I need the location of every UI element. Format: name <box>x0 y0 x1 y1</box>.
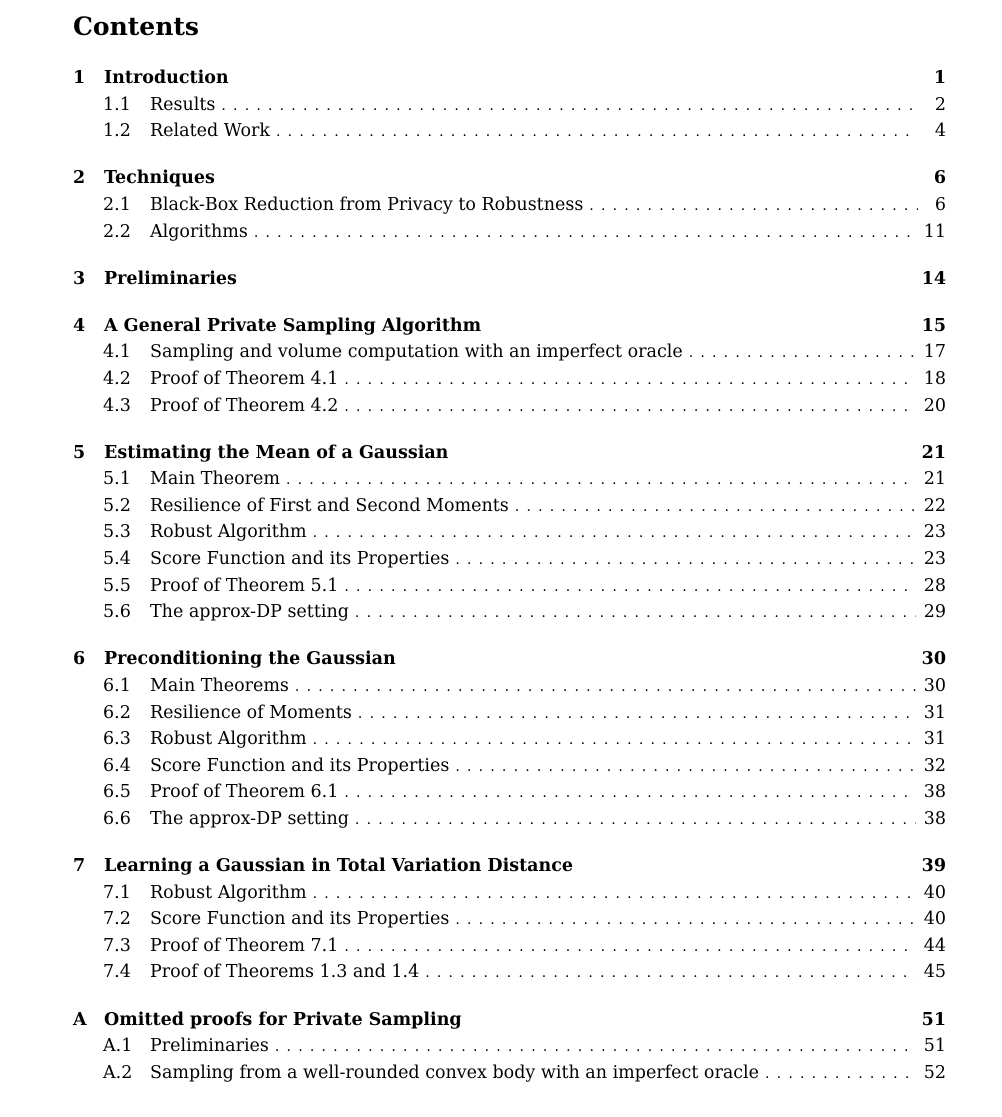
subsection-page-number: 30 <box>923 675 946 696</box>
subsection-title: Main Theorems <box>150 675 289 696</box>
toc-subsection[interactable] <box>103 339 946 365</box>
toc-section[interactable] <box>73 313 946 339</box>
subsection-number: 1.2 <box>103 121 131 142</box>
subsection-number: 5.5 <box>103 575 131 596</box>
subsection-number: A.2 <box>103 1062 133 1083</box>
subsection-title: Score Function and its Properties <box>150 755 450 776</box>
toc-subsection[interactable] <box>103 906 946 932</box>
dot-leader <box>455 547 915 573</box>
subsection-number: 5.2 <box>103 495 131 516</box>
dot-leader <box>455 907 915 933</box>
toc-subsection[interactable] <box>103 546 946 572</box>
subsection-page-number: 40 <box>923 882 946 903</box>
dot-leader <box>313 727 916 753</box>
toc-subsection[interactable] <box>103 726 946 752</box>
subsection-page-number: 44 <box>923 935 946 956</box>
toc-subsection[interactable] <box>103 1060 946 1086</box>
subsection-title: Algorithms <box>150 221 248 242</box>
dot-leader <box>344 394 915 420</box>
dot-leader <box>589 193 918 219</box>
subsection-number: 5.6 <box>103 602 131 623</box>
toc-subsection[interactable] <box>103 118 946 144</box>
subsection-title: Sampling and volume computation with an imperfect oracle <box>150 342 683 363</box>
section-page-number: 14 <box>921 268 946 289</box>
toc-subsection[interactable] <box>103 493 946 519</box>
subsection-title: Score Function and its Properties <box>150 549 450 569</box>
toc-subsection[interactable] <box>103 599 946 625</box>
subsection-title: Main Theorem <box>150 469 280 490</box>
subsection-title: Proof of Theorem 7.1 <box>150 935 339 956</box>
subsection-number: 6.2 <box>103 702 131 723</box>
toc-section[interactable] <box>73 853 946 879</box>
toc-section[interactable] <box>73 266 946 292</box>
subsection-number: 5.3 <box>103 522 131 543</box>
subsection-page-number: 23 <box>923 549 946 569</box>
section-page-number: 1 <box>933 68 946 88</box>
dot-leader <box>344 780 915 806</box>
subsection-page-number: 11 <box>923 221 946 242</box>
subsection-title: Related Work <box>150 121 271 142</box>
dot-leader <box>425 960 916 986</box>
subsection-title: Sampling from a well-rounded convex body with an imperfect oracle <box>150 1062 760 1083</box>
subsection-number: 4.2 <box>103 368 131 389</box>
section-title: Techniques <box>104 168 215 189</box>
subsection-page-number: 31 <box>923 729 946 750</box>
section-title: A General Private Sampling Algorithm <box>104 315 482 336</box>
subsection-title: Proof of Theorems 1.3 and 1.4 <box>150 962 420 983</box>
dot-leader <box>515 494 916 520</box>
subsection-page-number: 28 <box>923 575 946 596</box>
subsection-number: 6.1 <box>103 675 131 696</box>
dot-leader <box>295 674 916 700</box>
dot-leader <box>313 520 916 546</box>
subsection-title: Proof of Theorem 5.1 <box>150 575 339 596</box>
section-number: 4 <box>73 315 86 336</box>
subsection-title: Robust Algorithm <box>150 522 307 543</box>
toc-subsection[interactable] <box>103 959 946 985</box>
dot-leader <box>275 1034 916 1060</box>
subsection-title: Robust Algorithm <box>150 729 307 750</box>
subsection-page-number: 17 <box>923 342 946 363</box>
subsection-title: Results <box>150 94 216 115</box>
toc-section[interactable] <box>73 165 946 191</box>
subsection-number: 7.1 <box>103 882 131 903</box>
toc-section[interactable] <box>73 440 946 466</box>
subsection-title: Black-Box Reduction from Privacy to Robustness <box>150 194 584 215</box>
subsection-number: 2.2 <box>103 221 131 242</box>
subsection-number: 4.3 <box>103 395 131 416</box>
section-page-number: 21 <box>921 442 946 463</box>
toc-subsection[interactable] <box>103 673 946 699</box>
subsection-title: Preliminaries <box>150 1036 269 1057</box>
subsection-title: Score Function and its Properties <box>150 909 450 930</box>
toc-subsection[interactable] <box>103 466 946 492</box>
subsection-title: Resilience of First and Second Moments <box>150 495 509 516</box>
subsection-page-number: 2 <box>934 94 946 115</box>
subsection-page-number: 38 <box>923 808 946 829</box>
subsection-title: Proof of Theorem 4.1 <box>150 368 339 389</box>
contents-heading: Contents <box>73 12 200 41</box>
subsection-page-number: 20 <box>923 395 946 416</box>
subsection-number: 1.1 <box>103 94 131 115</box>
dot-leader <box>355 600 916 626</box>
subsection-title: Proof of Theorem 4.2 <box>150 395 339 416</box>
subsection-title: The approx-DP setting <box>150 808 349 829</box>
subsection-page-number: 31 <box>923 702 946 723</box>
subsection-page-number: 23 <box>923 522 946 543</box>
subsection-page-number: 21 <box>923 469 946 490</box>
toc-section[interactable] <box>73 1007 946 1033</box>
subsection-number: 6.5 <box>103 782 131 803</box>
subsection-page-number: 51 <box>923 1036 946 1057</box>
section-number: 6 <box>73 649 86 670</box>
subsection-page-number: 18 <box>923 368 946 389</box>
toc-section[interactable] <box>73 65 946 91</box>
section-number: 7 <box>73 856 86 876</box>
subsection-number: 6.4 <box>103 755 131 776</box>
toc-subsection[interactable] <box>103 1033 946 1059</box>
section-page-number: 51 <box>921 1009 946 1030</box>
subsection-number: A.1 <box>103 1036 133 1057</box>
subsection-page-number: 29 <box>923 602 946 623</box>
dot-leader <box>344 934 915 960</box>
subsection-number: 2.1 <box>103 194 131 215</box>
section-page-number: 39 <box>921 856 946 876</box>
subsection-title: Robust Algorithm <box>150 882 307 903</box>
subsection-number: 6.3 <box>103 729 131 750</box>
toc-subsection[interactable] <box>103 806 946 832</box>
subsection-title: The approx-DP setting <box>150 602 349 623</box>
section-number: A <box>73 1009 87 1030</box>
section-title: Estimating the Mean of a Gaussian <box>104 442 449 463</box>
toc-subsection[interactable] <box>103 519 946 545</box>
dot-leader <box>254 220 916 246</box>
subsection-number: 7.3 <box>103 935 131 956</box>
dot-leader <box>221 93 918 119</box>
subsection-title: Resilience of Moments <box>150 702 352 723</box>
toc-subsection[interactable] <box>103 573 946 599</box>
subsection-number: 4.1 <box>103 342 131 363</box>
section-page-number: 15 <box>921 315 946 336</box>
dot-leader <box>344 574 915 600</box>
dot-leader <box>765 1061 916 1087</box>
subsection-title: Proof of Theorem 6.1 <box>150 782 339 803</box>
toc-subsection[interactable] <box>103 700 946 726</box>
subsection-page-number: 6 <box>934 194 946 215</box>
dot-leader <box>689 340 916 366</box>
toc-section[interactable] <box>73 646 946 672</box>
section-title: Introduction <box>104 68 229 88</box>
subsection-number: 5.1 <box>103 469 131 490</box>
subsection-page-number: 32 <box>923 755 946 776</box>
subsection-page-number: 40 <box>923 909 946 930</box>
section-title: Preliminaries <box>104 268 237 289</box>
section-title: Omitted proofs for Private Sampling <box>104 1009 462 1030</box>
toc-subsection[interactable] <box>103 92 946 118</box>
subsection-number: 6.6 <box>103 808 131 829</box>
toc-subsection[interactable] <box>103 933 946 959</box>
section-title: Learning a Gaussian in Total Variation Distance <box>104 856 574 876</box>
dot-leader <box>355 807 916 833</box>
subsection-page-number: 4 <box>934 121 946 142</box>
toc-subsection[interactable] <box>103 192 946 218</box>
section-page-number: 6 <box>933 168 946 189</box>
subsection-number: 5.4 <box>103 549 131 569</box>
subsection-page-number: 38 <box>923 782 946 803</box>
subsection-page-number: 45 <box>923 962 946 983</box>
toc-subsection[interactable] <box>103 779 946 805</box>
dot-leader <box>358 701 916 727</box>
dot-leader <box>313 881 916 907</box>
subsection-number: 7.2 <box>103 909 131 930</box>
section-number: 3 <box>73 268 86 289</box>
subsection-page-number: 22 <box>923 495 946 516</box>
section-title: Preconditioning the Gaussian <box>104 649 396 670</box>
dot-leader <box>455 754 915 780</box>
toc-subsection[interactable] <box>103 366 946 392</box>
section-number: 1 <box>73 68 86 88</box>
section-page-number: 30 <box>921 649 946 670</box>
toc-subsection[interactable] <box>103 393 946 419</box>
toc-subsection[interactable] <box>103 880 946 906</box>
subsection-page-number: 52 <box>923 1062 946 1083</box>
toc-subsection[interactable] <box>103 753 946 779</box>
section-number: 5 <box>73 442 86 463</box>
toc-subsection[interactable] <box>103 219 946 245</box>
dot-leader <box>344 367 915 393</box>
dot-leader <box>276 119 918 145</box>
subsection-number: 7.4 <box>103 962 131 983</box>
dot-leader <box>286 467 916 493</box>
section-number: 2 <box>73 168 86 189</box>
